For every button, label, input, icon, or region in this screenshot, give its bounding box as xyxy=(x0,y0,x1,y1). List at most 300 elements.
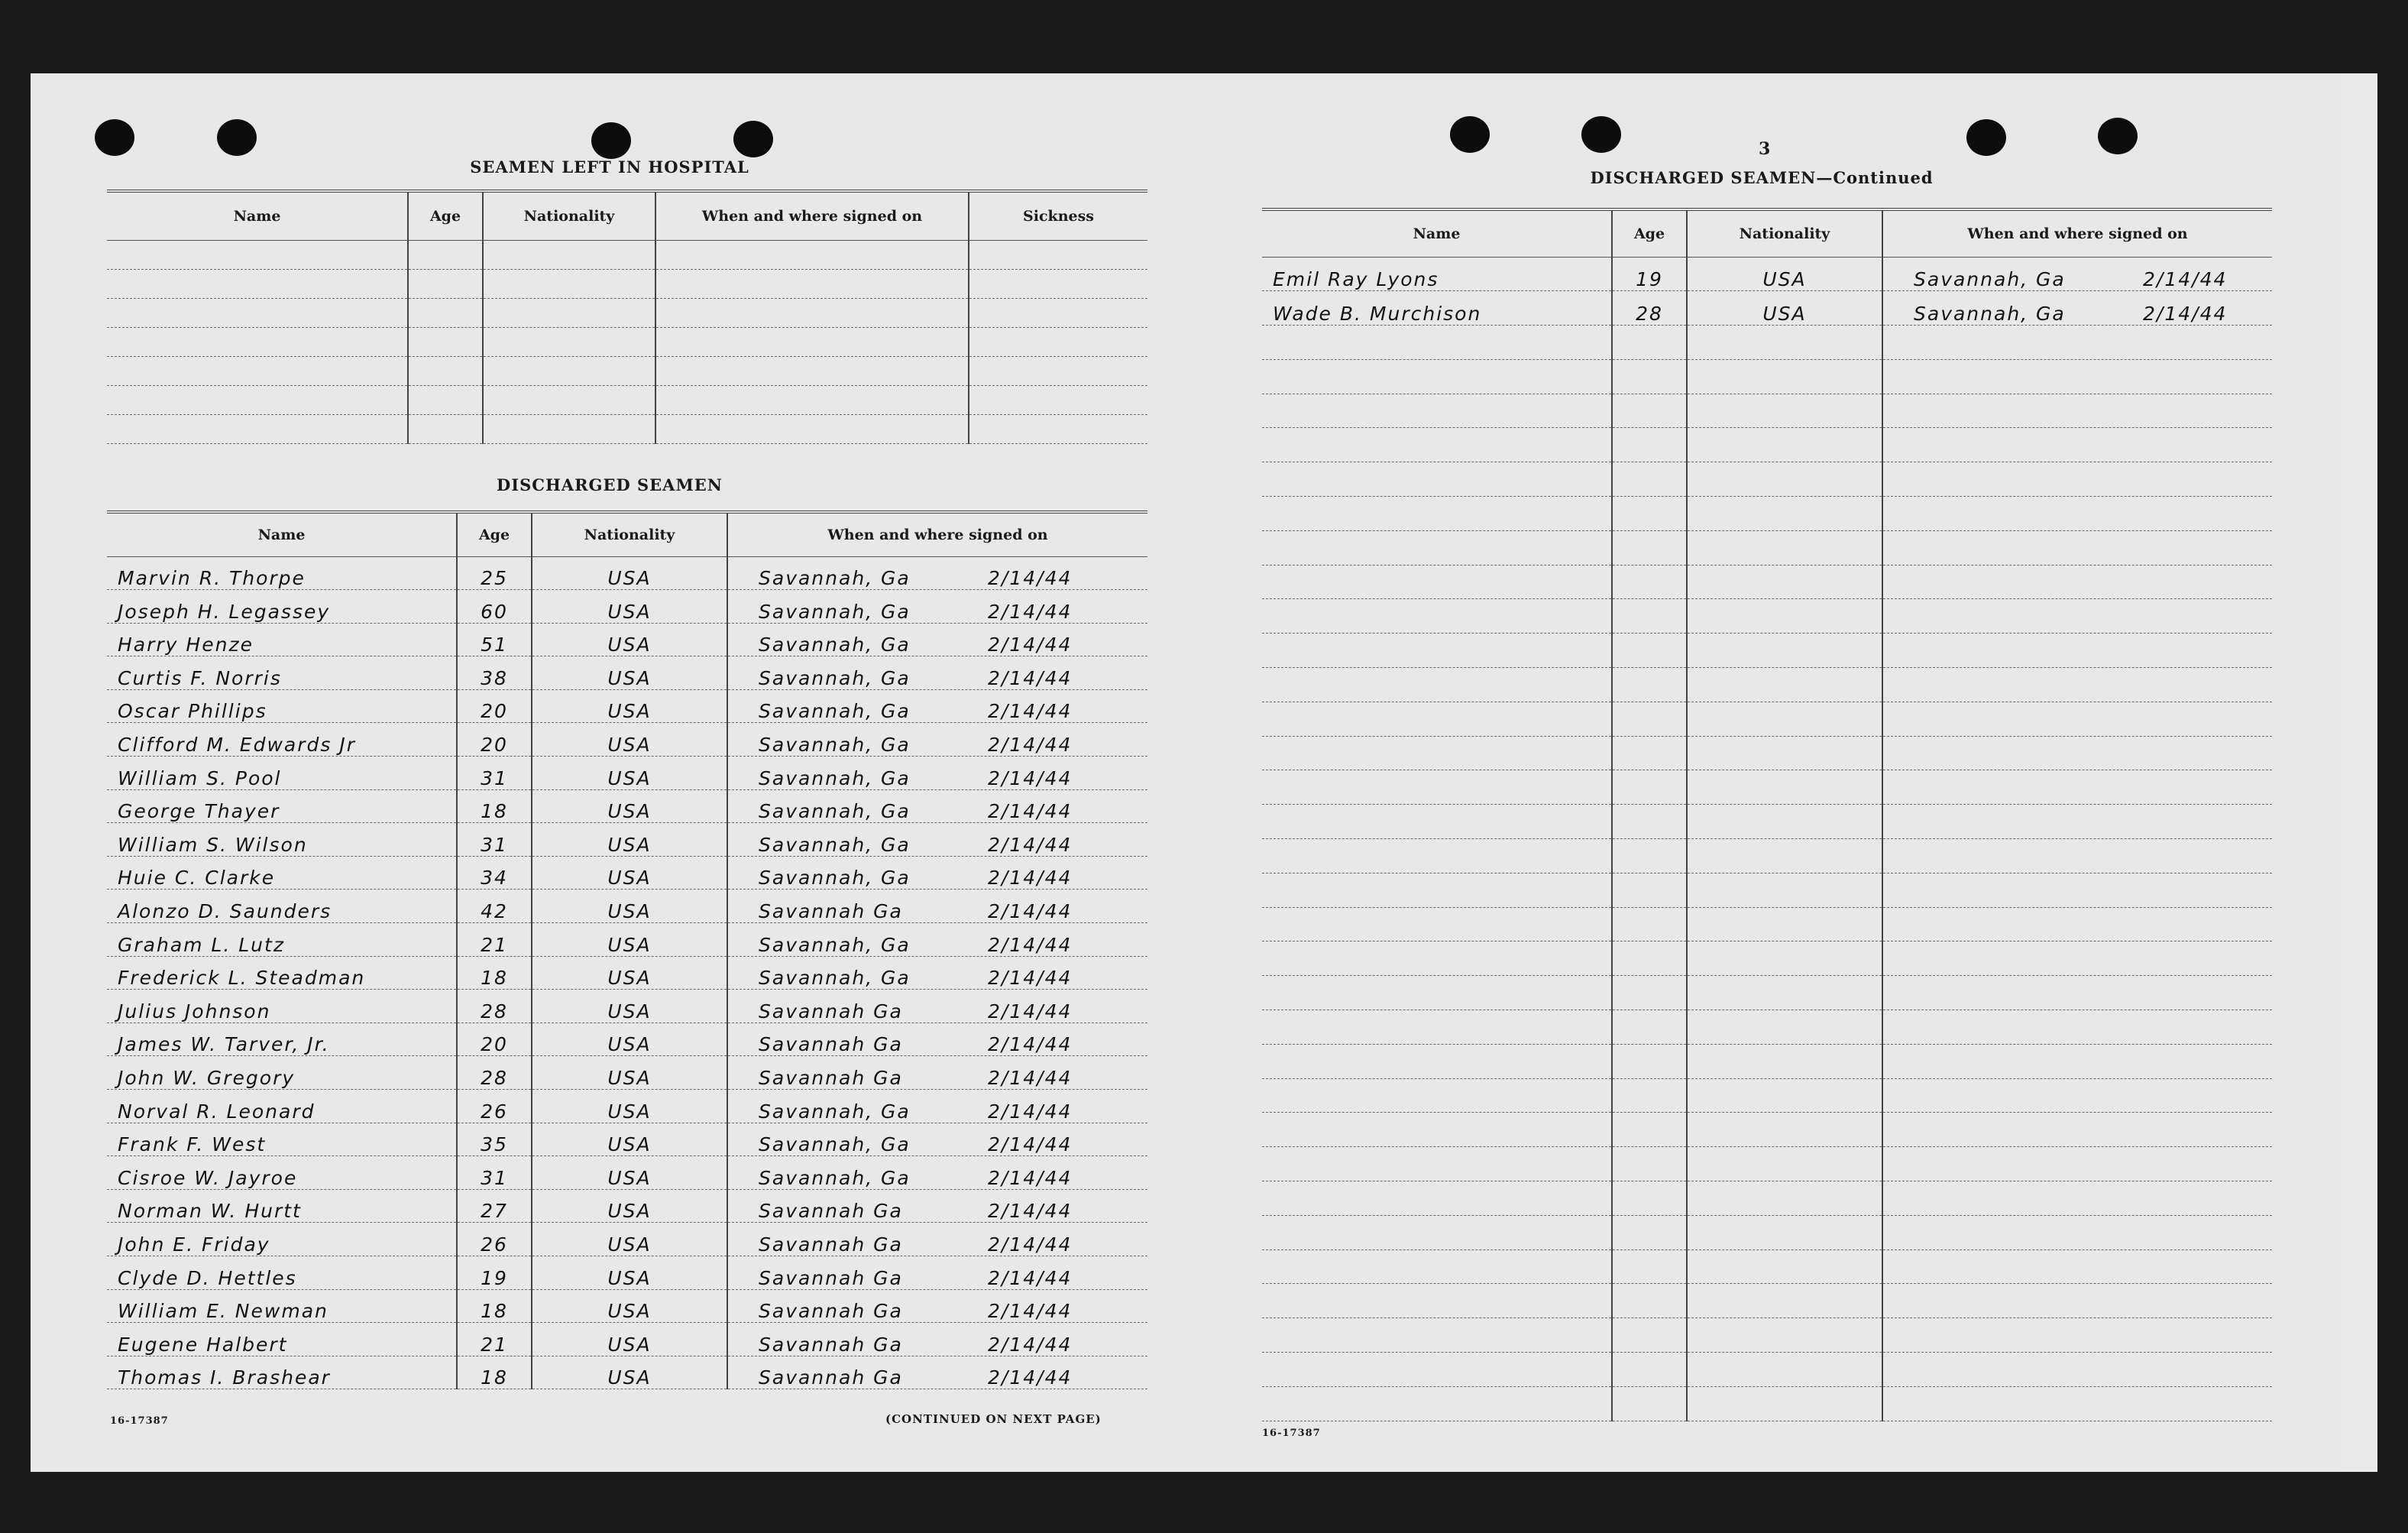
signed-on-date: 2/14/44 xyxy=(988,967,1073,990)
table-row xyxy=(1262,291,2272,326)
table-row xyxy=(107,890,1147,923)
age-cell: 26 xyxy=(457,1090,532,1123)
signed-on-cell xyxy=(1882,326,2272,360)
table-row xyxy=(107,356,1147,385)
signed-on-date: 2/14/44 xyxy=(2143,303,2228,326)
nationality-cell: USA xyxy=(532,1289,727,1323)
name-cell xyxy=(1262,530,1612,565)
signed-on-cell xyxy=(1882,1284,2272,1318)
nationality-cell xyxy=(1687,462,1882,497)
signed-on-place: Savannah Ga xyxy=(759,1233,903,1256)
name-cell xyxy=(107,385,408,414)
signed-on-place: Savannah, Ga xyxy=(759,800,911,823)
table-row xyxy=(107,1090,1147,1123)
signed-on-cell xyxy=(1882,873,2272,907)
signed-on-cell xyxy=(1882,1215,2272,1249)
signed-on-place: Savannah Ga xyxy=(759,1333,903,1356)
hospital-section-title: SEAMEN LEFT IN HOSPITAL xyxy=(470,157,749,177)
name-cell: Norman W. Hurtt xyxy=(107,1189,457,1223)
nationality-cell: USA xyxy=(532,1323,727,1356)
signed-on-cell xyxy=(727,789,1147,823)
age-cell xyxy=(1612,976,1687,1010)
name-cell: John E. Friday xyxy=(107,1223,457,1256)
nationality-cell: USA xyxy=(532,1189,727,1223)
signed-on-date: 2/14/44 xyxy=(988,833,1073,856)
nationality-cell xyxy=(1687,1386,1882,1421)
table-row xyxy=(107,1356,1147,1389)
age-cell xyxy=(1612,907,1687,942)
table-row xyxy=(1262,805,2272,839)
name-cell xyxy=(1262,668,1612,702)
nationality-cell: USA xyxy=(532,590,727,624)
column-header-signed-on: When and where signed on xyxy=(655,191,969,240)
name-cell: William S. Wilson xyxy=(107,823,457,857)
name-cell: James W. Tarver, Jr. xyxy=(107,1023,457,1056)
name-cell xyxy=(1262,1386,1612,1421)
nationality-cell xyxy=(1687,805,1882,839)
table-row xyxy=(1262,1284,2272,1318)
name-cell xyxy=(1262,428,1612,462)
nationality-cell xyxy=(1687,1284,1882,1318)
age-cell: 21 xyxy=(457,923,532,957)
signed-on-place: Savannah Ga xyxy=(759,1266,903,1289)
nationality-cell xyxy=(1687,702,1882,736)
table-row xyxy=(107,656,1147,690)
name-cell: Joseph H. Legassey xyxy=(107,590,457,624)
signed-on-cell xyxy=(1882,394,2272,428)
name-cell xyxy=(1262,394,1612,428)
signed-on-cell xyxy=(1882,599,2272,634)
nationality-cell xyxy=(1687,599,1882,634)
age-cell: 31 xyxy=(457,1156,532,1190)
table-row xyxy=(1262,428,2272,462)
table-row xyxy=(107,1289,1147,1323)
hospital-table xyxy=(107,190,1147,444)
signed-on-cell xyxy=(1882,1147,2272,1181)
table-row xyxy=(107,757,1147,790)
nationality-cell xyxy=(1687,668,1882,702)
signed-on-cell xyxy=(727,689,1147,723)
table-row xyxy=(107,856,1147,890)
name-cell xyxy=(1262,634,1612,668)
name-cell: Graham L. Lutz xyxy=(107,923,457,957)
age-cell: 35 xyxy=(457,1123,532,1156)
age-cell xyxy=(408,298,483,327)
table-row xyxy=(107,556,1147,590)
age-cell xyxy=(1612,462,1687,497)
age-cell xyxy=(1612,1078,1687,1113)
signed-on-place: Savannah, Ga xyxy=(759,600,911,623)
signed-on-cell xyxy=(655,327,969,356)
signed-on-place: Savannah Ga xyxy=(759,1366,903,1389)
nationality-cell xyxy=(1687,942,1882,976)
name-cell xyxy=(1262,907,1612,942)
name-cell: Thomas I. Brashear xyxy=(107,1356,457,1389)
column-header-name: Name xyxy=(1262,209,1612,257)
age-cell: 42 xyxy=(457,890,532,923)
signed-on-place: Savannah, Ga xyxy=(1914,268,2066,291)
signed-on-cell xyxy=(655,298,969,327)
name-cell: Marvin R. Thorpe xyxy=(107,556,457,590)
signed-on-date: 2/14/44 xyxy=(988,700,1073,723)
signed-on-cell xyxy=(727,1289,1147,1323)
table-row xyxy=(1262,530,2272,565)
age-cell: 28 xyxy=(1612,291,1687,326)
signed-on-date: 2/14/44 xyxy=(988,1100,1073,1123)
table-row xyxy=(107,1223,1147,1256)
right-page xyxy=(1186,73,2338,1472)
age-cell: 31 xyxy=(457,757,532,790)
sickness-cell xyxy=(969,327,1147,356)
age-cell xyxy=(1612,1249,1687,1284)
table-row xyxy=(1262,634,2272,668)
punch-hole xyxy=(2098,118,2138,154)
name-cell xyxy=(1262,1284,1612,1318)
age-cell xyxy=(408,414,483,443)
table-row xyxy=(107,1256,1147,1289)
name-cell xyxy=(1262,1318,1612,1353)
signed-on-place: Savannah, Ga xyxy=(759,933,911,956)
table-row xyxy=(1262,1249,2272,1284)
age-cell: 20 xyxy=(457,689,532,723)
signed-on-cell xyxy=(727,623,1147,656)
name-cell: John W. Gregory xyxy=(107,1056,457,1090)
signed-on-place: Savannah, Ga xyxy=(1914,303,2066,326)
sickness-cell xyxy=(969,414,1147,443)
name-cell xyxy=(1262,359,1612,394)
name-cell: Emil Ray Lyons xyxy=(1262,257,1612,291)
table-row xyxy=(107,956,1147,990)
name-cell xyxy=(107,269,408,298)
name-cell: Harry Henze xyxy=(107,623,457,656)
signed-on-date: 2/14/44 xyxy=(988,567,1073,590)
signed-on-place: Savannah, Ga xyxy=(759,1100,911,1123)
signed-on-cell xyxy=(727,1256,1147,1289)
table-row xyxy=(1262,1215,2272,1249)
signed-on-date: 2/14/44 xyxy=(988,1067,1073,1089)
name-cell: William E. Newman xyxy=(107,1289,457,1323)
age-cell xyxy=(1612,839,1687,873)
signed-on-cell xyxy=(727,757,1147,790)
age-cell: 25 xyxy=(457,556,532,590)
nationality-cell xyxy=(1687,359,1882,394)
signed-on-date: 2/14/44 xyxy=(988,800,1073,823)
table-row xyxy=(1262,907,2272,942)
nationality-cell: USA xyxy=(532,689,727,723)
signed-on-cell xyxy=(727,1056,1147,1090)
table-row xyxy=(107,923,1147,957)
table-row xyxy=(107,327,1147,356)
signed-on-date: 2/14/44 xyxy=(988,1200,1073,1223)
name-cell: Oscar Phillips xyxy=(107,689,457,723)
signed-on-cell xyxy=(727,556,1147,590)
punch-hole xyxy=(217,119,257,156)
table-row xyxy=(1262,976,2272,1010)
age-cell xyxy=(1612,634,1687,668)
signed-on-cell xyxy=(727,1323,1147,1356)
signed-on-date: 2/14/44 xyxy=(988,666,1073,689)
nationality-cell: USA xyxy=(532,1023,727,1056)
punch-hole xyxy=(1966,119,2006,156)
signed-on-cell xyxy=(655,240,969,269)
nationality-cell: USA xyxy=(532,1223,727,1256)
name-cell xyxy=(1262,873,1612,907)
table-row xyxy=(1262,394,2272,428)
name-cell xyxy=(1262,1147,1612,1181)
age-cell: 38 xyxy=(457,656,532,690)
age-cell xyxy=(1612,942,1687,976)
sickness-cell xyxy=(969,240,1147,269)
punch-hole xyxy=(1581,116,1621,153)
age-cell xyxy=(1612,736,1687,770)
age-cell: 18 xyxy=(457,1356,532,1389)
age-cell: 19 xyxy=(457,1256,532,1289)
signed-on-cell xyxy=(655,269,969,298)
nationality-cell: USA xyxy=(532,556,727,590)
name-cell xyxy=(1262,702,1612,736)
age-cell xyxy=(1612,1181,1687,1216)
signed-on-cell xyxy=(1882,1044,2272,1078)
nationality-cell: USA xyxy=(532,923,727,957)
table-row xyxy=(107,385,1147,414)
age-cell: 21 xyxy=(457,1323,532,1356)
nationality-cell xyxy=(1687,736,1882,770)
age-cell xyxy=(1612,497,1687,531)
signed-on-date: 2/14/44 xyxy=(988,1266,1073,1289)
table-row xyxy=(1262,770,2272,805)
nationality-cell xyxy=(483,356,655,385)
nationality-cell: USA xyxy=(532,623,727,656)
table-row xyxy=(1262,873,2272,907)
table-row xyxy=(1262,942,2272,976)
name-cell: Wade B. Murchison xyxy=(1262,291,1612,326)
signed-on-cell xyxy=(727,890,1147,923)
punch-hole xyxy=(95,119,134,156)
signed-on-place: Savannah, Ga xyxy=(759,734,911,757)
age-cell xyxy=(408,269,483,298)
age-cell: 31 xyxy=(457,823,532,857)
nationality-cell: USA xyxy=(532,1156,727,1190)
signed-on-cell xyxy=(1882,736,2272,770)
signed-on-cell xyxy=(1882,1353,2272,1387)
age-cell: 20 xyxy=(457,1023,532,1056)
signed-on-cell xyxy=(727,1223,1147,1256)
age-cell xyxy=(1612,599,1687,634)
table-row xyxy=(1262,839,2272,873)
signed-on-date: 2/14/44 xyxy=(988,900,1073,923)
signed-on-place: Savannah Ga xyxy=(759,1033,903,1056)
age-cell xyxy=(1612,873,1687,907)
table-row xyxy=(107,1189,1147,1223)
nationality-cell: USA xyxy=(532,1256,727,1289)
age-cell xyxy=(1612,1010,1687,1045)
signed-on-place: Savannah Ga xyxy=(759,1200,903,1223)
table-row xyxy=(107,1123,1147,1156)
nationality-cell xyxy=(483,269,655,298)
signed-on-cell xyxy=(1882,462,2272,497)
age-cell: 18 xyxy=(457,789,532,823)
signed-on-cell xyxy=(1882,257,2272,291)
nationality-cell xyxy=(1687,873,1882,907)
name-cell xyxy=(107,356,408,385)
table-row xyxy=(1262,1318,2272,1353)
signed-on-date: 2/14/44 xyxy=(988,600,1073,623)
signed-on-cell xyxy=(1882,770,2272,805)
nationality-cell xyxy=(1687,1147,1882,1181)
nationality-cell xyxy=(483,385,655,414)
name-cell xyxy=(1262,942,1612,976)
table-row xyxy=(107,590,1147,624)
signed-on-cell xyxy=(727,723,1147,757)
punch-hole xyxy=(591,122,631,159)
table-row xyxy=(1262,565,2272,599)
column-header-sickness: Sickness xyxy=(969,191,1147,240)
table-row xyxy=(1262,1044,2272,1078)
age-cell xyxy=(408,356,483,385)
signed-on-cell xyxy=(1882,1249,2272,1284)
nationality-cell xyxy=(1687,634,1882,668)
name-cell: Julius Johnson xyxy=(107,990,457,1023)
signed-on-date: 2/14/44 xyxy=(988,867,1073,890)
table-row xyxy=(1262,1181,2272,1216)
signed-on-date: 2/14/44 xyxy=(988,1166,1073,1189)
signed-on-date: 2/14/44 xyxy=(988,1366,1073,1389)
name-cell: George Thayer xyxy=(107,789,457,823)
signed-on-cell xyxy=(727,1189,1147,1223)
table-row xyxy=(1262,736,2272,770)
age-cell: 60 xyxy=(457,590,532,624)
name-cell xyxy=(1262,1113,1612,1147)
signed-on-date: 2/14/44 xyxy=(988,1300,1073,1323)
age-cell: 28 xyxy=(457,1056,532,1090)
age-cell xyxy=(1612,1386,1687,1421)
nationality-cell xyxy=(1687,1249,1882,1284)
column-header-age: Age xyxy=(408,191,483,240)
page-number: 3 xyxy=(1759,139,1771,159)
age-cell xyxy=(1612,428,1687,462)
sickness-cell xyxy=(969,356,1147,385)
age-cell xyxy=(1612,394,1687,428)
name-cell xyxy=(1262,805,1612,839)
signed-on-cell xyxy=(727,823,1147,857)
signed-on-date: 2/14/44 xyxy=(988,734,1073,757)
nationality-cell: USA xyxy=(1687,291,1882,326)
nationality-cell xyxy=(1687,1318,1882,1353)
nationality-cell: USA xyxy=(532,757,727,790)
continued-note: (CONTINUED ON NEXT PAGE) xyxy=(885,1412,1102,1426)
signed-on-cell xyxy=(1882,291,2272,326)
age-cell: 51 xyxy=(457,623,532,656)
column-header-signed-on: When and where signed on xyxy=(1882,209,2272,257)
table-row xyxy=(1262,599,2272,634)
name-cell xyxy=(1262,1010,1612,1045)
table-row xyxy=(1262,1010,2272,1045)
signed-on-cell xyxy=(727,990,1147,1023)
signed-on-cell xyxy=(655,356,969,385)
signed-on-place: Savannah Ga xyxy=(759,1300,903,1323)
nationality-cell: USA xyxy=(1687,257,1882,291)
table-row xyxy=(1262,1113,2272,1147)
signed-on-place: Savannah, Ga xyxy=(759,867,911,890)
column-header-age: Age xyxy=(457,512,532,556)
age-cell xyxy=(1612,805,1687,839)
signed-on-place: Savannah Ga xyxy=(759,1067,903,1089)
table-row xyxy=(1262,1353,2272,1387)
name-cell xyxy=(1262,770,1612,805)
age-cell xyxy=(1612,1215,1687,1249)
age-cell xyxy=(1612,565,1687,599)
age-cell xyxy=(1612,1113,1687,1147)
name-cell: Frank F. West xyxy=(107,1123,457,1156)
signed-on-cell xyxy=(1882,565,2272,599)
signed-on-cell xyxy=(1882,1010,2272,1045)
column-header-name: Name xyxy=(107,191,408,240)
table-row xyxy=(1262,257,2272,291)
signed-on-date: 2/14/44 xyxy=(988,1033,1073,1056)
signed-on-cell xyxy=(727,1156,1147,1190)
age-cell: 27 xyxy=(457,1189,532,1223)
nationality-cell: USA xyxy=(532,823,727,857)
signed-on-date: 2/14/44 xyxy=(988,933,1073,956)
signed-on-cell xyxy=(727,1123,1147,1156)
signed-on-date: 2/14/44 xyxy=(2143,268,2228,291)
nationality-cell xyxy=(1687,394,1882,428)
form-number: 16-17387 xyxy=(1262,1428,1321,1439)
name-cell xyxy=(1262,462,1612,497)
name-cell: Alonzo D. Saunders xyxy=(107,890,457,923)
nationality-cell xyxy=(1687,839,1882,873)
signed-on-cell xyxy=(727,923,1147,957)
signed-on-date: 2/14/44 xyxy=(988,1233,1073,1256)
signed-on-place: Savannah, Ga xyxy=(759,766,911,789)
nationality-cell: USA xyxy=(532,890,727,923)
table-row xyxy=(1262,702,2272,736)
name-cell xyxy=(1262,1215,1612,1249)
name-cell xyxy=(1262,1249,1612,1284)
nationality-cell xyxy=(1687,326,1882,360)
name-cell xyxy=(1262,497,1612,531)
nationality-cell xyxy=(1687,1010,1882,1045)
signed-on-cell xyxy=(1882,1113,2272,1147)
punch-hole xyxy=(1450,116,1490,153)
signed-on-cell xyxy=(1882,1078,2272,1113)
age-cell xyxy=(1612,1044,1687,1078)
age-cell: 18 xyxy=(457,1289,532,1323)
age-cell: 26 xyxy=(457,1223,532,1256)
nationality-cell xyxy=(1687,1353,1882,1387)
age-cell xyxy=(1612,668,1687,702)
punch-hole xyxy=(733,121,773,157)
sickness-cell xyxy=(969,269,1147,298)
age-cell: 18 xyxy=(457,956,532,990)
nationality-cell xyxy=(1687,530,1882,565)
name-cell xyxy=(1262,599,1612,634)
table-row xyxy=(107,269,1147,298)
name-cell xyxy=(1262,326,1612,360)
nationality-cell xyxy=(1687,1044,1882,1078)
nationality-cell xyxy=(1687,497,1882,531)
table-row xyxy=(107,823,1147,857)
signed-on-cell xyxy=(1882,668,2272,702)
signed-on-cell xyxy=(1882,805,2272,839)
table-row xyxy=(1262,1386,2272,1421)
nationality-cell: USA xyxy=(532,990,727,1023)
age-cell xyxy=(1612,702,1687,736)
signed-on-cell xyxy=(727,956,1147,990)
nationality-cell: USA xyxy=(532,656,727,690)
signed-on-place: Savannah, Ga xyxy=(759,567,911,590)
age-cell xyxy=(1612,1318,1687,1353)
